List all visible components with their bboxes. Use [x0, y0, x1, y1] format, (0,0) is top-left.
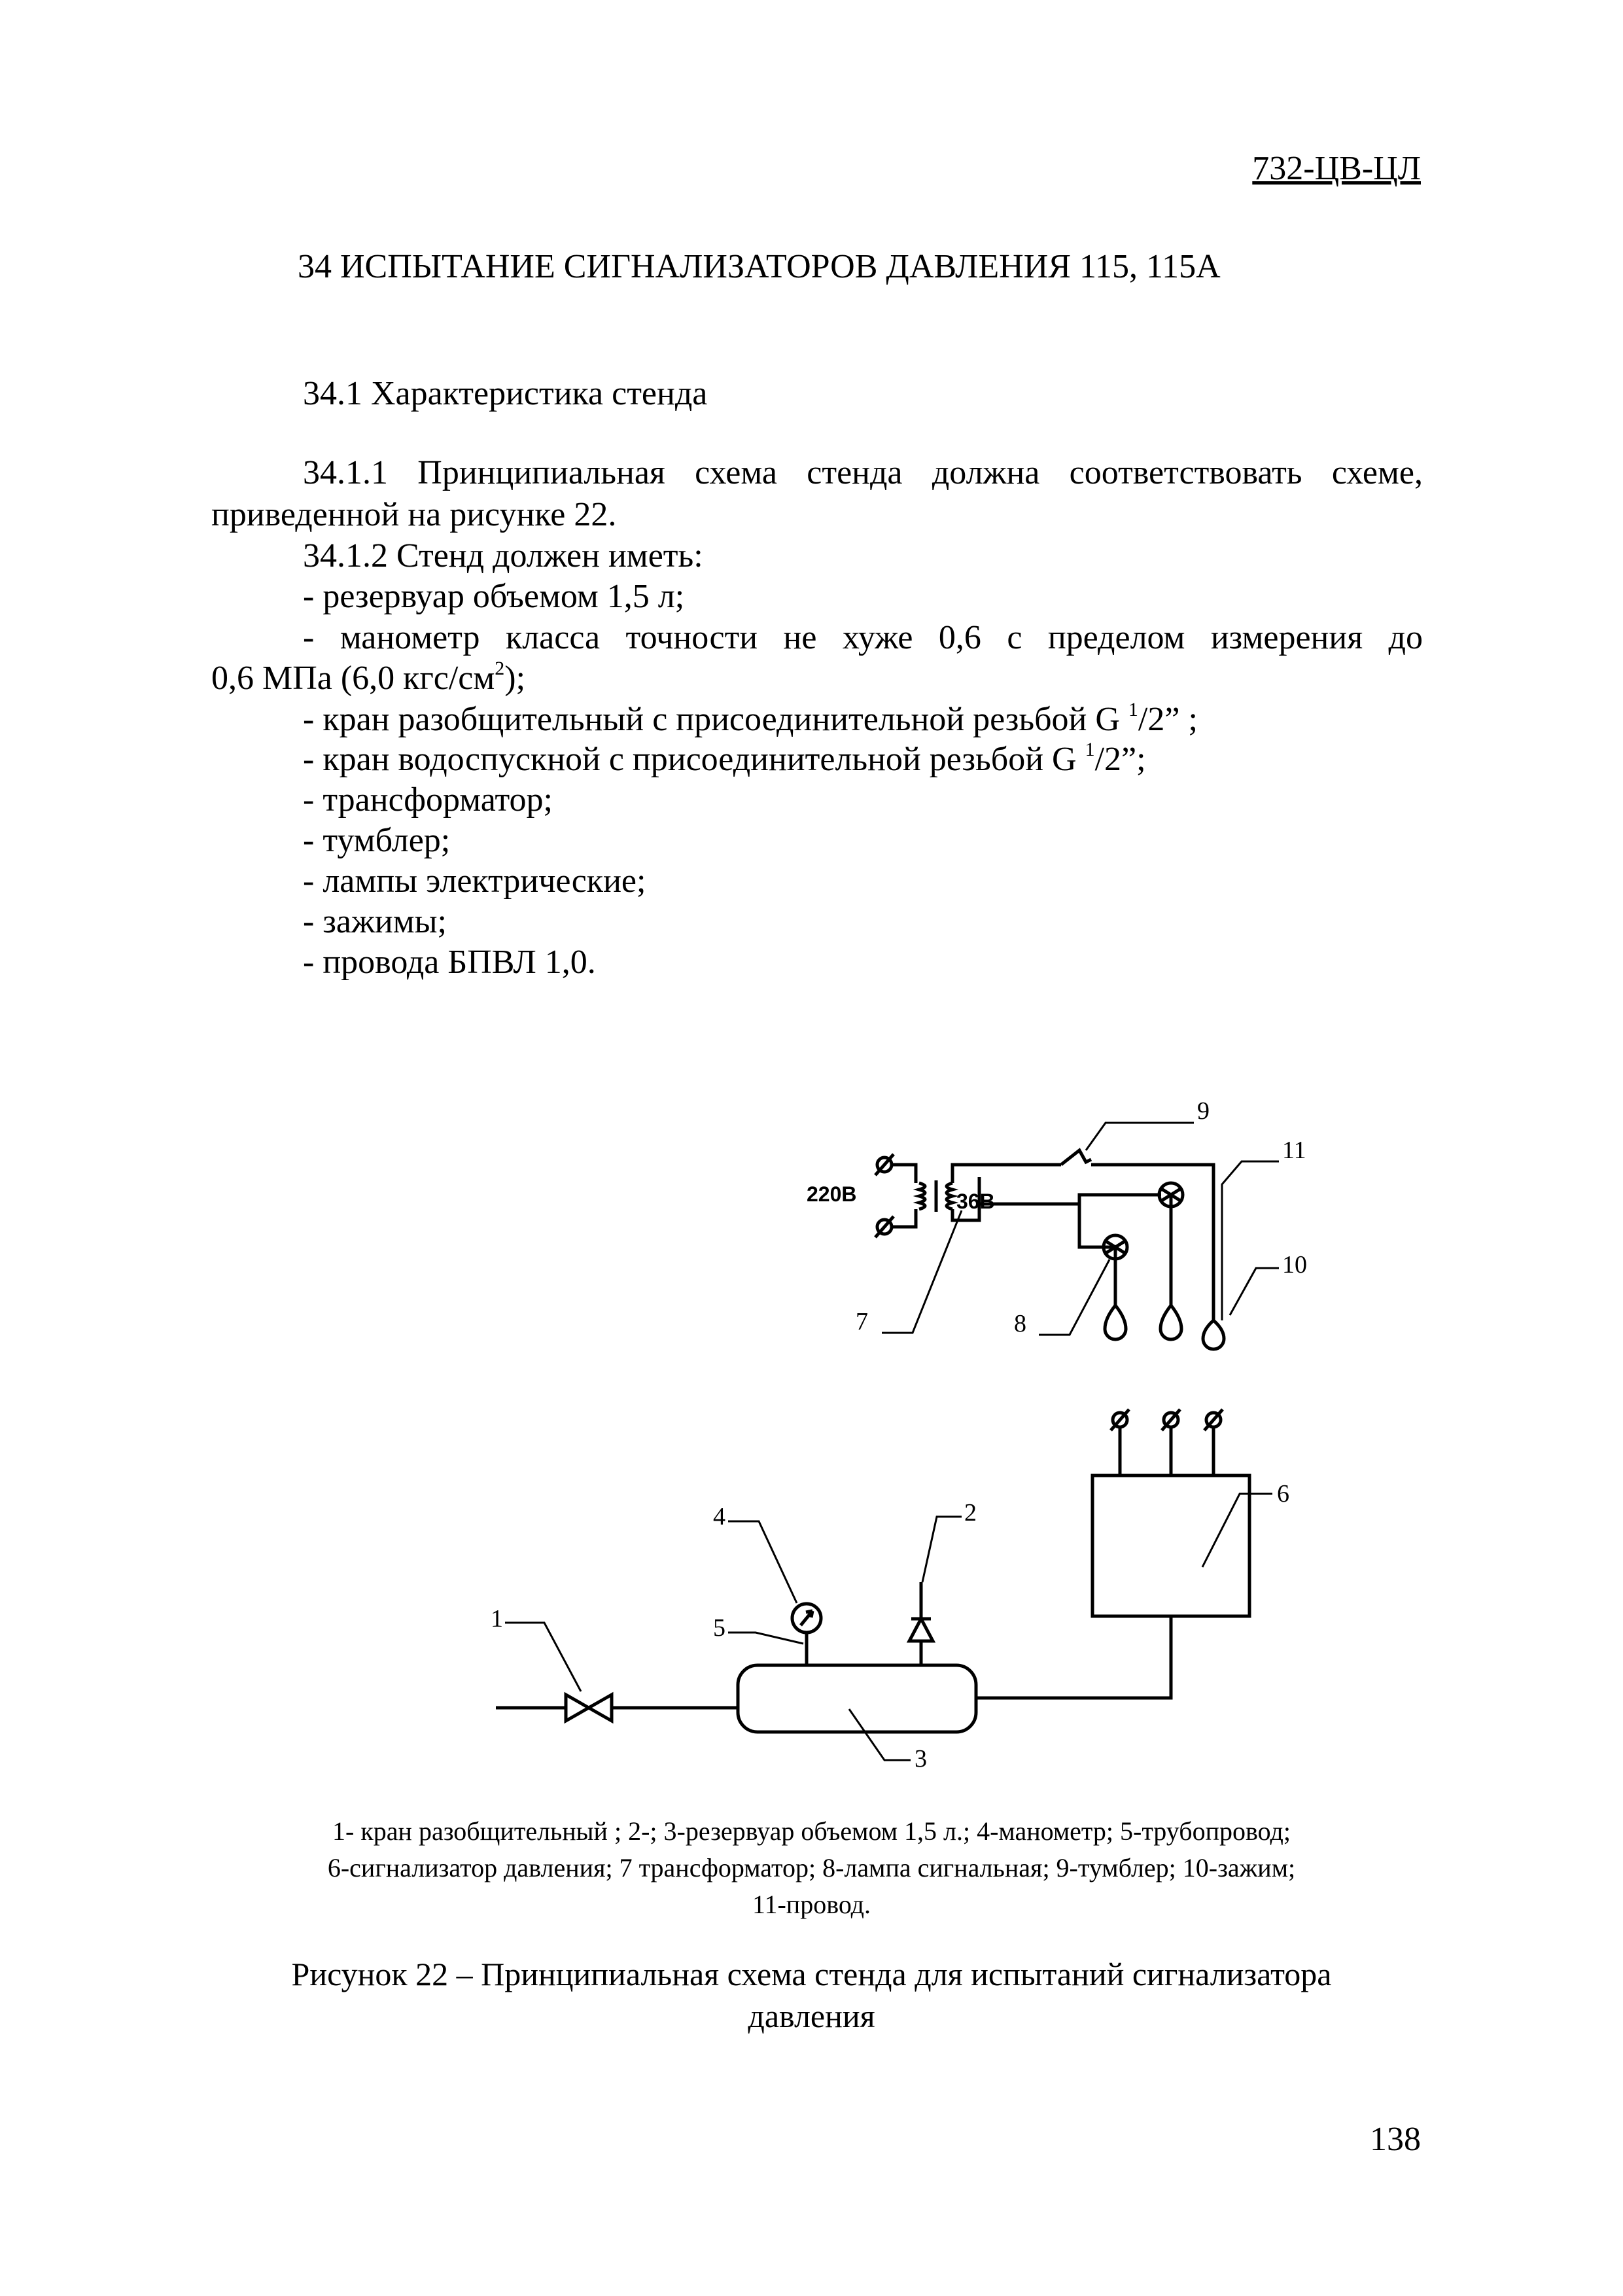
superscript: 2 — [495, 658, 505, 679]
paragraph-34-1-2: 34.1.2 Стенд должен иметь: — [303, 537, 703, 574]
terminal-220-bottom — [875, 1216, 894, 1237]
leader-4 — [728, 1521, 797, 1603]
clamp-right — [1203, 1320, 1224, 1349]
valve-disconnect-text: - кран разобщительный с присоединительной резьбой G — [303, 701, 1128, 738]
label-5: 5 — [713, 1614, 725, 1642]
valve-drain-text-end: ”; — [1121, 741, 1146, 778]
fraction-denominator: /2 — [1094, 741, 1122, 778]
leader-1 — [505, 1623, 581, 1691]
figure-legend-line1: 1- кран разобщительный ; 2-; 3-резервуар объемом 1,5 л.; 4-манометр; 5-трубопровод; — [332, 1816, 1291, 1846]
lamp-left-wire — [1079, 1195, 1116, 1247]
label-6: 6 — [1277, 1480, 1289, 1508]
secondary-wire-top — [952, 1165, 1061, 1183]
list-item-transformer: - трансформатор; — [303, 781, 553, 819]
switch-leads — [1120, 1427, 1213, 1475]
manometer-text-end: ); — [504, 660, 526, 697]
label-7: 7 — [856, 1308, 868, 1335]
leader-11 — [1222, 1161, 1279, 1320]
valve-disconnect-text-end: ” ; — [1164, 701, 1198, 738]
clamp-middle — [1161, 1305, 1181, 1339]
list-item-lamps: - лампы электрические; — [303, 862, 646, 900]
pressure-switch-box — [1092, 1475, 1249, 1616]
list-item-reservoir: - резервуар объемом 1,5 л; — [303, 578, 685, 615]
terminal-220-top — [875, 1154, 894, 1175]
leader-3 — [849, 1709, 911, 1760]
paragraph-34-1-1-line1: 34.1.1 Принципиальная схема стенда должна соответствовать схеме, — [303, 454, 1423, 491]
list-item-clamps: - зажимы; — [303, 903, 447, 940]
subsection-heading: 34.1 Характеристика стенда — [303, 375, 708, 412]
transformer-primary-coil — [919, 1183, 925, 1209]
page-number: 138 — [1370, 2121, 1421, 2158]
drain-valve-top — [911, 1582, 931, 1619]
label-11: 11 — [1282, 1137, 1306, 1164]
list-item-toggle: - тумблер; — [303, 822, 451, 859]
figure-legend-line3: 11-провод. — [752, 1890, 871, 1919]
fraction-numerator: 1 — [1085, 739, 1095, 760]
lamp-top-wire — [979, 1195, 1161, 1204]
leader-7 — [882, 1210, 962, 1333]
label-1: 1 — [491, 1605, 503, 1633]
disconnect-valve — [566, 1695, 612, 1721]
primary-lead-top — [892, 1165, 916, 1183]
label-220v: 220В — [807, 1182, 857, 1206]
leader-9 — [1086, 1123, 1194, 1150]
label-4: 4 — [713, 1503, 725, 1530]
leader-10 — [1230, 1268, 1279, 1315]
label-9: 9 — [1197, 1097, 1210, 1125]
toggle-switch — [1061, 1150, 1091, 1165]
section-title: 34 ИСПЫТАНИЕ СИГНАЛИЗАТОРОВ ДАВЛЕНИЯ 115, 115А — [298, 248, 1221, 285]
primary-lead-bottom — [892, 1209, 916, 1227]
figure-title-line1: Рисунок 22 – Принципиальная схема стенда для испытаний сигнализатора — [291, 1956, 1332, 1992]
pipe-to-switch — [976, 1616, 1171, 1698]
list-item-manometer-line1: - манометр класса точности не хуже 0,6 с пределом измерения до — [303, 619, 1423, 656]
list-item-wires: - провода БПВЛ 1,0. — [303, 944, 596, 981]
label-36v: 36В — [956, 1190, 995, 1213]
transformer-secondary-coil — [947, 1183, 952, 1209]
leader-5 — [728, 1633, 803, 1644]
document-code: 732-ЦВ-ЦЛ — [1252, 150, 1421, 187]
clamp-left — [1105, 1305, 1126, 1339]
paragraph-34-1-1-line2: приведенной на рисунке 22. — [211, 496, 617, 533]
fraction-numerator: 1 — [1128, 699, 1138, 720]
label-2: 2 — [964, 1499, 977, 1527]
label-10: 10 — [1282, 1251, 1307, 1279]
manometer-text: 0,6 МПа (6,0 кгс/см — [211, 660, 495, 697]
leader-2 — [922, 1517, 962, 1582]
figure-title-line2: давления — [748, 1998, 875, 2034]
label-3: 3 — [915, 1745, 927, 1773]
label-8: 8 — [1014, 1310, 1026, 1337]
figure-legend-line2: 6-сигнализатор давления; 7 трансформатор; 8-лампа сигнальная; 9-тумблер; 10-зажим; — [327, 1853, 1296, 1882]
manometer — [792, 1604, 821, 1633]
drain-valve-body — [909, 1619, 933, 1641]
fraction-denominator: /2 — [1138, 701, 1165, 738]
leader-6 — [1202, 1494, 1272, 1567]
valve-drain-text: - кран водоспускной с присоединительной резьбой G — [303, 741, 1085, 778]
leader-8 — [1039, 1260, 1109, 1335]
